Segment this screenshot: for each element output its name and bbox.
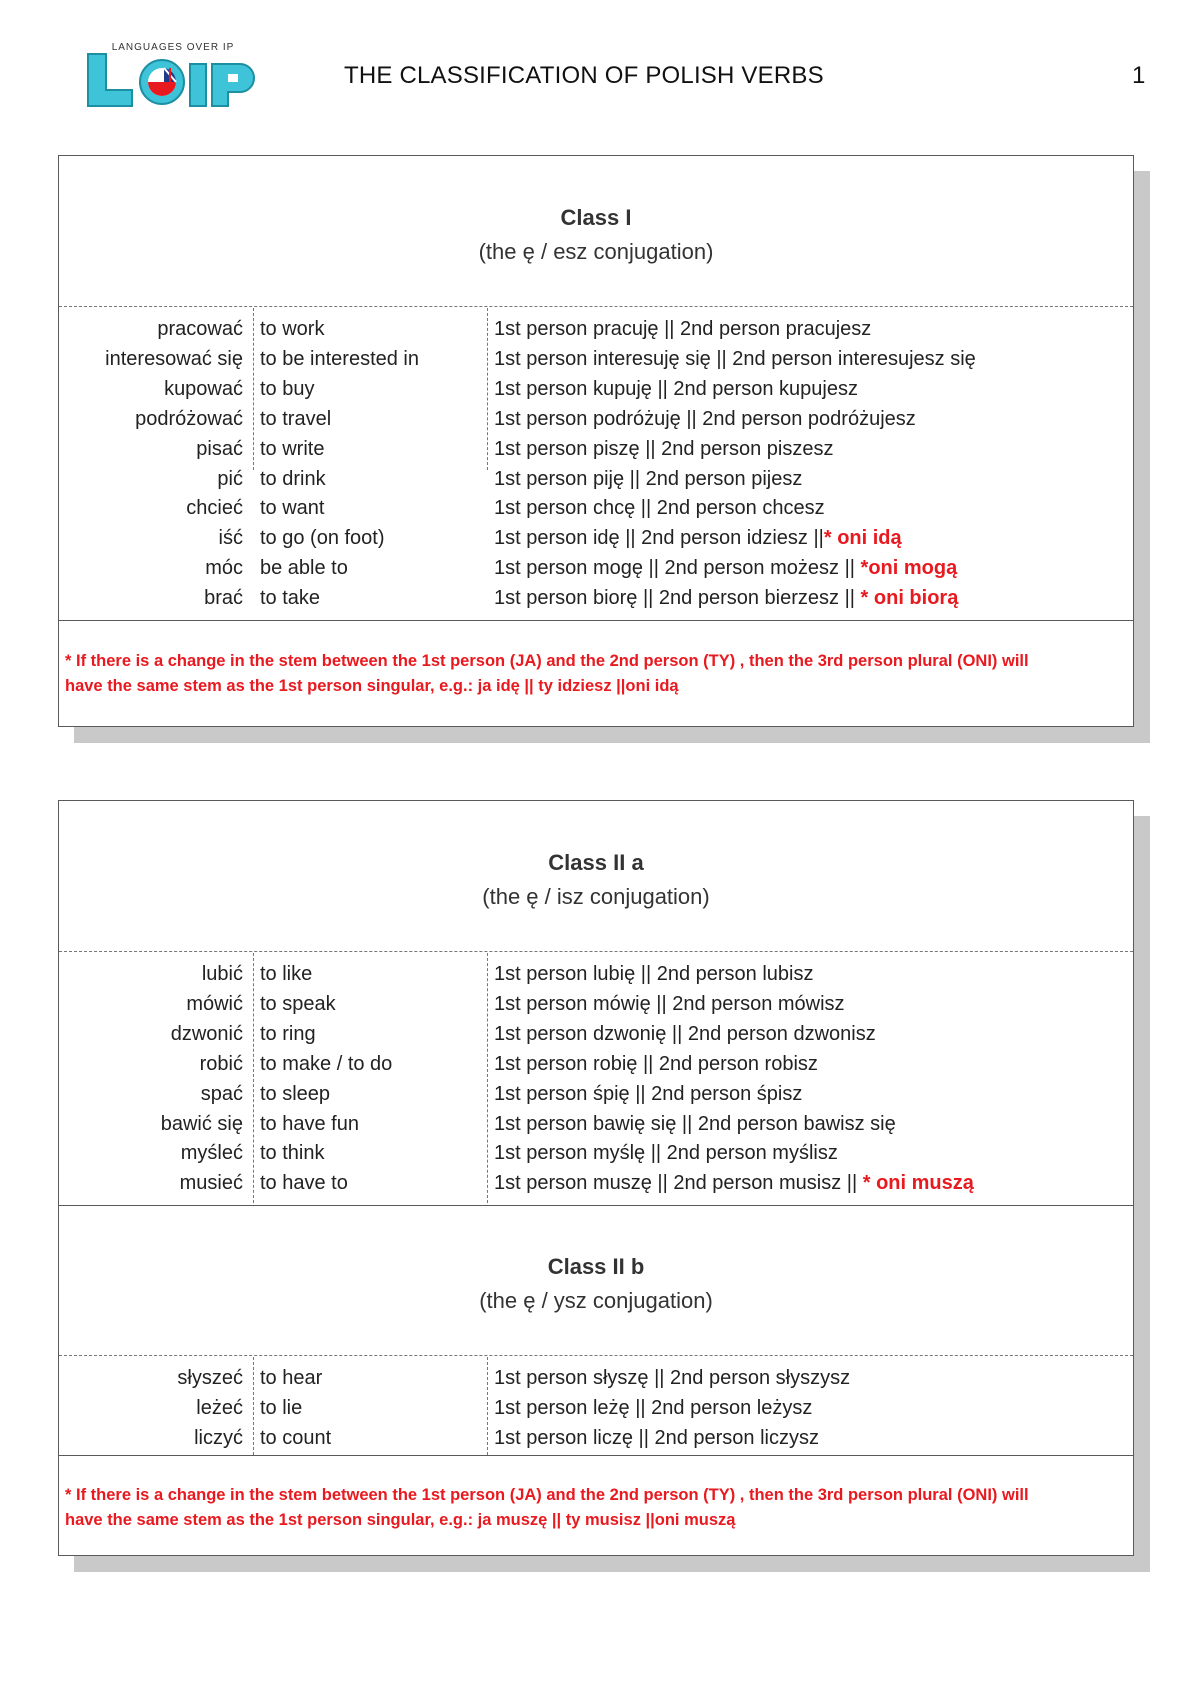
verb-translation: to lie <box>260 1396 303 1419</box>
verb-translation: to ring <box>260 1022 316 1045</box>
table-row <box>59 434 1133 464</box>
verb-conjugation <box>494 989 845 1019</box>
verb-infinitive: pić <box>217 467 243 490</box>
conjugation-forms: 1st person robię || 2nd person robisz <box>494 1052 818 1075</box>
divider <box>59 1455 1133 1456</box>
verb-translation: to work <box>260 318 325 340</box>
verb-infinitive: kupować <box>164 377 243 400</box>
verb-translation: to buy <box>260 377 315 400</box>
verb-conjugation <box>494 464 802 494</box>
verb-infinitive: mówić <box>186 992 243 1015</box>
table-row <box>59 1363 1133 1393</box>
verb-infinitive: dzwonić <box>170 1022 243 1045</box>
verb-translation: to count <box>260 1426 332 1449</box>
verb-translation: to be interested in <box>260 347 419 370</box>
logo <box>84 42 264 110</box>
conjugation-forms: 1st person leżę || 2nd person leżysz <box>494 1396 813 1419</box>
verb-infinitive: brać <box>204 587 243 610</box>
verb-translation: to make / to do <box>260 1052 393 1075</box>
logo-graphic <box>84 52 264 114</box>
verb-conjugation <box>494 1168 974 1198</box>
table-row <box>59 1019 1133 1049</box>
conjugation-forms: 1st person śpię || 2nd person śpisz <box>494 1082 803 1105</box>
verb-conjugation <box>494 583 958 613</box>
class-i-conjugation: (the ę / esz conjugation) <box>478 239 714 264</box>
table-row <box>59 1393 1133 1423</box>
footnote-line: * If there is a change in the stem between the 1st person (JA) and the 2nd person (TY) , then the 3rd person plural (ONI) will <box>65 652 1029 670</box>
third-person-plural-note: * oni muszą <box>862 1172 974 1195</box>
conjugation-forms: 1st person podróżuję || 2nd person podróżujesz <box>494 407 916 430</box>
verb-conjugation <box>494 344 976 374</box>
verb-conjugation <box>494 523 902 553</box>
conjugation-forms: 1st person myślę || 2nd person myślisz <box>494 1142 838 1165</box>
verb-infinitive: chcieć <box>186 497 243 520</box>
page-number: 1 <box>1132 62 1146 89</box>
logo-tagline: LANGUAGES OVER IP <box>111 42 235 53</box>
conjugation-forms: 1st person kupuję || 2nd person kupujesz <box>494 377 858 400</box>
table-row <box>59 374 1133 404</box>
verb-conjugation <box>494 1393 812 1423</box>
verb-conjugation <box>494 434 833 464</box>
third-person-plural-note: * oni idą <box>823 527 902 550</box>
verb-translation: to go (on foot) <box>260 527 385 550</box>
conjugation-forms: 1st person pracuję || 2nd person pracujesz <box>494 318 872 340</box>
verb-infinitive: robić <box>199 1052 243 1075</box>
third-person-plural-note: * oni biorą <box>860 587 959 610</box>
class-ii-table <box>58 800 1134 1556</box>
verb-infinitive: myśleć <box>180 1142 243 1165</box>
verb-conjugation <box>494 374 858 404</box>
verb-conjugation <box>494 1138 838 1168</box>
table-row <box>59 583 1133 613</box>
class-iib-name: Class II b <box>547 1254 645 1279</box>
conjugation-forms: 1st person interesuję się || 2nd person interesujesz się <box>494 347 976 370</box>
conjugation-forms: 1st person lubię || 2nd person lubisz <box>494 963 814 985</box>
footnote-line: have the same stem as the 1st person singular, e.g.: ja muszę || ty musisz ||oni muszą <box>65 1511 736 1529</box>
verb-conjugation <box>494 959 813 989</box>
class-iia-name: Class II a <box>548 850 644 875</box>
table-row <box>59 1138 1133 1168</box>
conjugation-forms: 1st person biorę || 2nd person bierzesz || <box>494 587 861 610</box>
verb-infinitive: leżeć <box>196 1396 243 1419</box>
verb-translation: to drink <box>260 467 326 490</box>
verb-conjugation <box>494 493 825 523</box>
class-i-table <box>58 155 1134 727</box>
verb-translation: to hear <box>260 1367 323 1389</box>
table-row <box>59 1049 1133 1079</box>
verb-infinitive: musieć <box>179 1172 243 1195</box>
verb-conjugation <box>494 1363 850 1393</box>
verb-translation: to like <box>260 963 313 985</box>
table-row <box>59 464 1133 494</box>
verb-translation: to think <box>260 1142 325 1165</box>
third-person-plural-note: *oni mogą <box>860 557 958 580</box>
conjugation-forms: 1st person chcę || 2nd person chcesz <box>494 497 825 520</box>
divider <box>59 620 1133 621</box>
table-row <box>59 989 1133 1019</box>
table-row <box>59 523 1133 553</box>
divider <box>59 1355 1133 1356</box>
class-i-footnote <box>65 649 1125 699</box>
verb-translation: to want <box>260 497 325 520</box>
conjugation-forms: 1st person liczę || 2nd person liczysz <box>494 1426 819 1449</box>
page-title: THE CLASSIFICATION OF POLISH VERBS <box>344 62 824 89</box>
table-row <box>59 553 1133 583</box>
verb-infinitive: interesować się <box>105 347 243 370</box>
verb-infinitive: iść <box>218 527 243 550</box>
table-row <box>59 1423 1133 1453</box>
verb-translation: to write <box>260 437 325 460</box>
table-row <box>59 493 1133 523</box>
verb-conjugation <box>494 1049 818 1079</box>
verb-translation: to have to <box>260 1172 348 1195</box>
verb-translation: be able to <box>260 557 348 580</box>
table-row <box>59 1079 1133 1109</box>
footnote-line: * If there is a change in the stem between the 1st person (JA) and the 2nd person (TY) , then the 3rd person plural (ONI) will <box>65 1486 1029 1504</box>
verb-translation: to sleep <box>260 1082 331 1105</box>
divider <box>59 306 1133 307</box>
class-iia-header <box>59 801 1133 951</box>
footnote-line: have the same stem as the 1st person singular, e.g.: ja idę || ty idziesz ||oni idą <box>65 677 679 695</box>
verb-conjugation <box>494 553 957 583</box>
verb-infinitive: bawić się <box>160 1112 243 1135</box>
class-iib-conjugation: (the ę / ysz conjugation) <box>479 1288 713 1313</box>
conjugation-forms: 1st person piję || 2nd person pijesz <box>494 467 803 490</box>
verb-infinitive: słyszeć <box>177 1367 243 1389</box>
verb-infinitive: lubić <box>201 963 243 985</box>
verb-infinitive: móc <box>205 557 243 580</box>
divider <box>59 951 1133 952</box>
conjugation-forms: 1st person mogę || 2nd person możesz || <box>494 557 861 580</box>
conjugation-forms: 1st person muszę || 2nd person musisz || <box>494 1172 863 1195</box>
table-row <box>59 314 1133 344</box>
verb-translation: to take <box>260 587 321 610</box>
verb-conjugation <box>494 1423 819 1453</box>
conjugation-forms: 1st person idę || 2nd person idziesz || <box>494 527 824 550</box>
verb-conjugation <box>494 404 916 434</box>
verb-conjugation <box>494 1079 802 1109</box>
class-iia-conjugation: (the ę / isz conjugation) <box>482 884 710 909</box>
table-row <box>59 344 1133 374</box>
conjugation-forms: 1st person bawię się || 2nd person bawisz się <box>494 1112 896 1135</box>
conjugation-forms: 1st person piszę || 2nd person piszesz <box>494 437 834 460</box>
verb-conjugation <box>494 314 871 344</box>
verb-translation: to have fun <box>260 1112 359 1135</box>
class-i-name: Class I <box>560 205 632 230</box>
table-row <box>59 1109 1133 1139</box>
verb-translation: to travel <box>260 407 332 430</box>
conjugation-forms: 1st person słyszę || 2nd person słyszysz <box>494 1367 851 1389</box>
table-row <box>59 404 1133 434</box>
verb-infinitive: liczyć <box>194 1426 243 1449</box>
conjugation-forms: 1st person dzwonię || 2nd person dzwonisz <box>494 1022 876 1045</box>
class-i-header <box>59 156 1133 306</box>
conjugation-forms: 1st person mówię || 2nd person mówisz <box>494 992 845 1015</box>
verb-conjugation <box>494 1019 876 1049</box>
class-ii-footnote <box>65 1483 1125 1533</box>
table-row <box>59 1168 1133 1198</box>
verb-conjugation <box>494 1109 896 1139</box>
verb-infinitive: pracować <box>157 318 243 340</box>
verb-infinitive: podróżować <box>135 407 243 430</box>
verb-infinitive: spać <box>200 1082 243 1105</box>
verb-infinitive: pisać <box>196 437 243 460</box>
table-row <box>59 959 1133 989</box>
class-iib-header <box>59 1205 1133 1355</box>
verb-translation: to speak <box>260 992 336 1015</box>
